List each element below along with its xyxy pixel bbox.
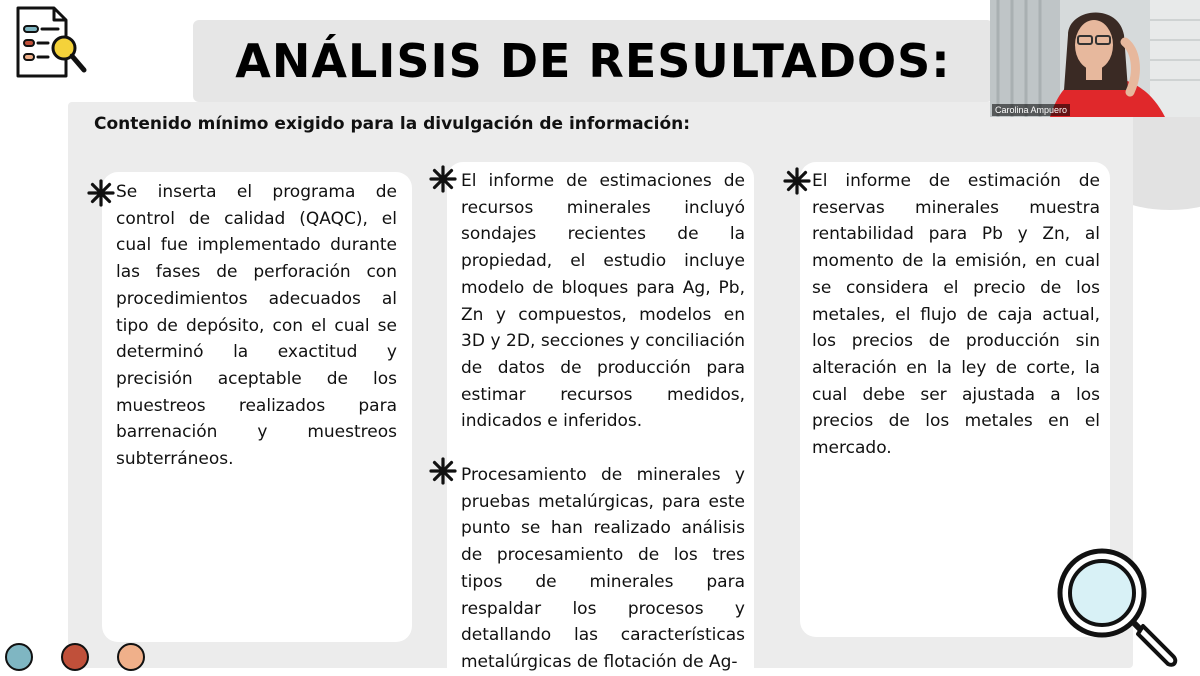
asterisk-icon — [429, 165, 457, 193]
decorative-dot-teal — [5, 643, 33, 671]
document-search-icon — [12, 4, 90, 82]
resource-estimation-text: El informe de estimaciones de recursos minerales incluyó sondajes recientes de la propiedad, el estudio incluye modelo de bloques para Ag, Pb, Zn y compuestos, modelos en 3D y 2D, secciones y conciliación de datos de producción para estimar recursos medidos, indicados e inferidos. — [461, 171, 745, 432]
qaqc-text: Se inserta el programa de control de calidad (QAQC), el cual fue implementado durante las fases de perforación con procedimientos adecuados al tipo de depósito, con el cual se determinó la exactitud y precisión aceptable de los muestreos realizados para barrenación y muestreos subterráneos. — [116, 182, 397, 470]
asterisk-icon — [429, 457, 457, 485]
metallurgy-text: Procesamiento de minerales y pruebas metalúrgicas, para este punto se han realizado análisis de procesamiento de los tres tipos de minerales para respaldar los procesos y detallando las características metalúrgicas de flotación de Ag- — [461, 465, 745, 672]
asterisk-icon — [783, 167, 811, 195]
decorative-dot-peach — [117, 643, 145, 671]
webcam-feed — [990, 0, 1200, 117]
webcam-participant-name: Carolina Ampuero — [992, 104, 1070, 116]
page-title: ANÁLISIS DE RESULTADOS: — [235, 34, 951, 88]
magnifier-icon — [1050, 545, 1185, 670]
webcam-video[interactable] — [990, 0, 1200, 117]
decorative-dot-rust — [61, 643, 89, 671]
slide-subtitle: Contenido mínimo exigido para la divulgación de información: — [94, 114, 691, 134]
reserve-estimation-text: El informe de estimación de reservas minerales muestra rentabilidad para Pb y Zn, al momento de la emisión, en cual se considera el precio de los metales, el flujo de caja actual, los precios de producción sin alteración en la ley de corte, la cual debe ser ajustada a los precios de los metales en el mercado. — [812, 171, 1100, 459]
title-banner — [193, 20, 993, 102]
asterisk-icon — [87, 179, 115, 207]
